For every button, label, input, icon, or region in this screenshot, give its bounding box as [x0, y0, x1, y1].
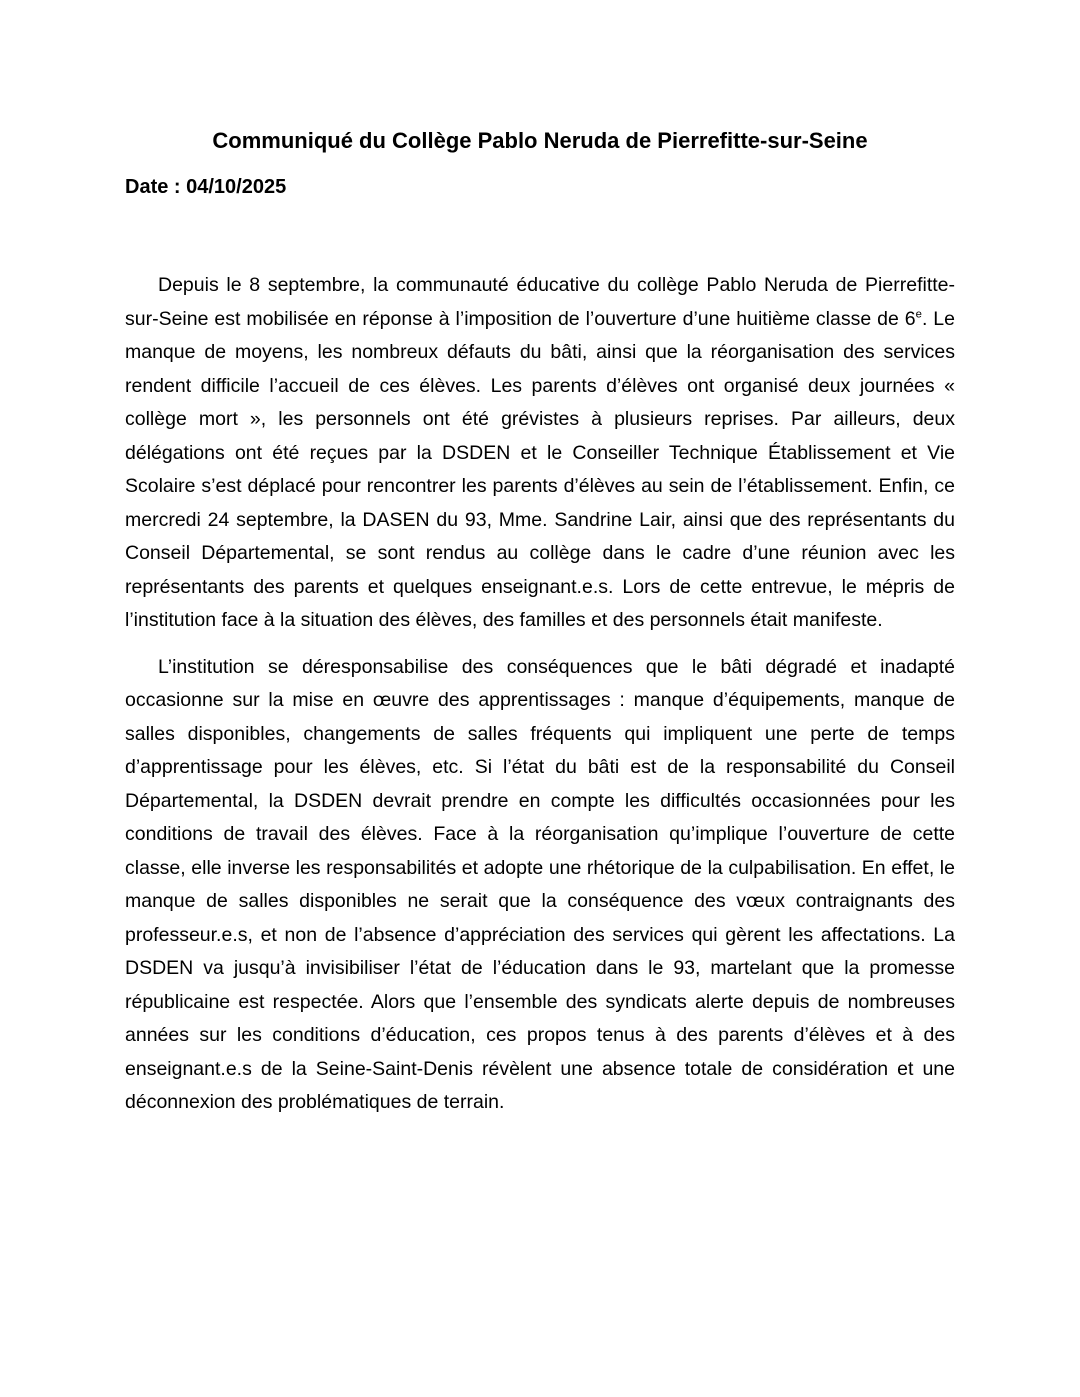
document-title: Communiqué du Collège Pablo Neruda de Pierrefitte-sur-Seine: [212, 128, 868, 153]
paragraph-text: Depuis le 8 septembre, la communauté éducative du collège Pablo Neruda de Pierrefitte-sur-Seine est mobilisée en réponse à l’imposition de l’ouverture d’une huitième classe de 6: [125, 274, 955, 330]
body-paragraph-1: [125, 269, 955, 638]
body-paragraph-2: [125, 651, 955, 1120]
paragraph-text: L’institution se déresponsabilise des conséquences que le bâti dégradé et inadapté occasionne sur la mise en œuvre des apprentissages : manque d’équipements, manque de salles disponibles, changements de salles fréquents qui impliquent une perte de temps d’apprentissage pour les élèves, etc. Si l’état du bâti est de la responsabilité du Conseil Départemental, la DSDEN devrait prendre en compte les difficultés occasionnées pour les conditions de travail des élèves. Face à la réorganisation qu’implique l’ouverture de cette classe, elle inverse les responsabilités et adopte une rhétorique de la culpabilisation. En effet, le manque de salles disponibles ne serait que la conséquence des vœux contraignants des professeur.e.s, et non de l’absence d’appréciation des services qui gèrent les affectations. La DSDEN va jusqu’à invisibiliser l’état de l’éducation dans le 93, martelant que la promesse républicaine est respectée. Alors que l’ensemble des syndicats alerte depuis de nombreuses années sur les conditions d’éducation, ces propos tenus à des parents d’élèves et à des enseignant.e.s de la Seine-Saint-Denis révèlent une absence totale de considération et une déconnexion des problématiques de terrain.: [125, 655, 955, 1113]
paragraph-text: . Le manque de moyens, les nombreux défauts du bâti, ainsi que la réorganisation des services rendent difficile l’accueil de ces élèves. Les parents d’élèves ont organisé deux journées « collège mort », les personnels ont été grévistes à plusieurs reprises. Par ailleurs, deux délégations ont été reçues par la DSDEN et le Conseiller Technique Établissement et Vie Scolaire s’est déplacé pour rencontrer les parents d’élèves au sein de l’établissement. Enfin, ce mercredi 24 septembre, la DASEN du 93, Mme. Sandrine Lair, ainsi que des représentants du Conseil Départemental, se sont rendus au collège dans le cadre d’une réunion avec les représentants des parents et quelques enseignant.e.s. Lors de cette entrevue, le mépris de l’institution face à la situation des élèves, des familles et des personnels était manifeste.: [125, 307, 955, 631]
document-date-line: Date : 04/10/2025: [125, 176, 287, 198]
document-body: [125, 269, 955, 1120]
superscript-ordinal-e: e: [915, 308, 922, 320]
